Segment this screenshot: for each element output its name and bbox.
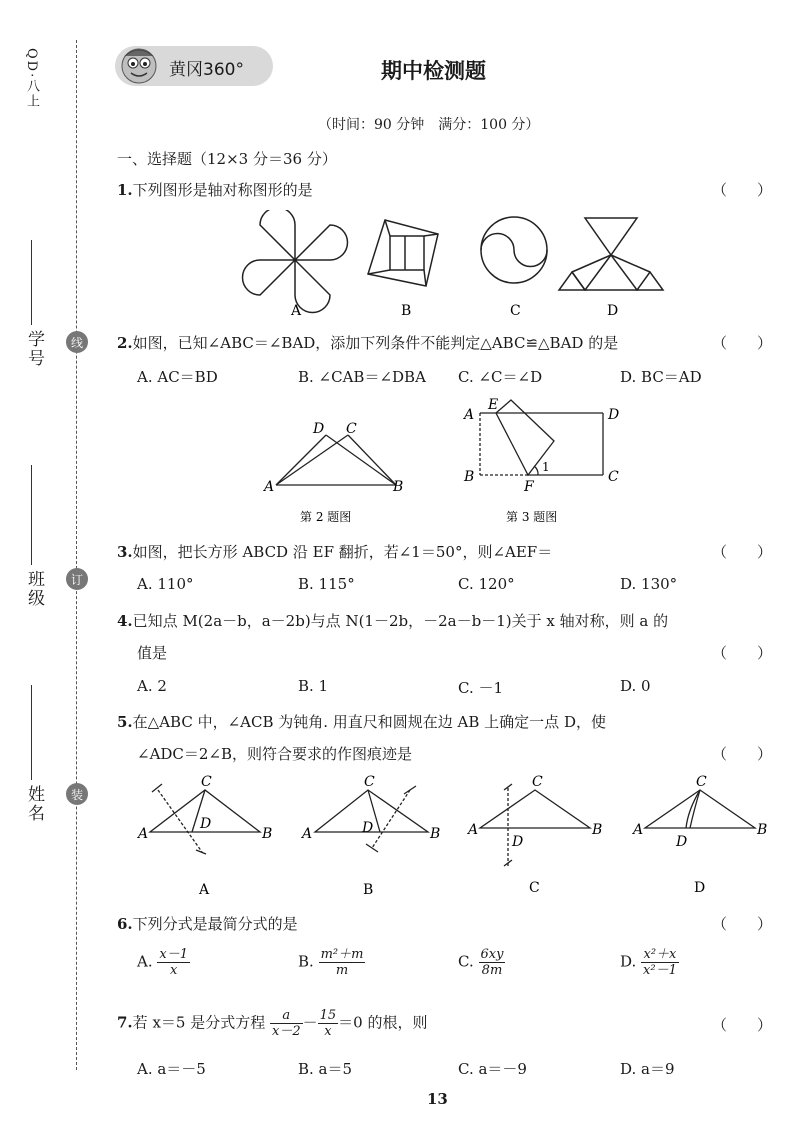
q5b-label-c: C (364, 774, 375, 790)
q5c-label-d: D (512, 834, 524, 850)
q2-label-b: B (393, 479, 404, 495)
fraction: $\frac{x-1}{x}$ (159, 947, 188, 978)
question-4 (117, 610, 668, 631)
q5a-label-a: A (138, 826, 149, 842)
q3-option-d[interactable]: D. 130° (620, 575, 678, 593)
q5c-label-b: B (592, 822, 603, 838)
question-7: 7.若 x＝5 是分式方程 $\frac{a}{x-2}$ － $\frac{15}{x}$ ＝0 的根，则 (117, 1008, 428, 1039)
q3-angle-label: 1 (542, 460, 550, 474)
fraction: $\frac{6xy}{8m}$ (480, 947, 504, 978)
q2-label-a: A (264, 479, 275, 495)
question-number: 2. (117, 334, 133, 352)
question-number: 5. (117, 713, 133, 731)
q5-option-label-c: C (529, 880, 540, 896)
q6-option-d[interactable]: D. $\frac{\text{x²＋x}}{\text{x²－1}}$ (620, 947, 677, 978)
brand-text: 黄冈360° (169, 60, 244, 80)
question-number: 7. (117, 1013, 133, 1032)
q3-option-c[interactable]: C. 120° (458, 575, 515, 593)
question-number: 6. (117, 915, 133, 933)
q4-option-d[interactable]: D. 0 (620, 677, 651, 695)
q3-label-a: A (464, 407, 475, 423)
q2-label-c: C (346, 421, 357, 437)
answer-blank-6[interactable]: （ ） (712, 915, 773, 933)
q3-label-c: C (608, 469, 619, 485)
q4-option-c[interactable]: C. －1 (458, 679, 504, 697)
name-line (31, 685, 32, 780)
question-4-line2: 值是 (137, 644, 168, 662)
q5-option-label-a: A (199, 882, 210, 898)
q6-option-b[interactable]: B. $\frac{\text{m²＋m}}{m}$ (298, 947, 364, 978)
section-title: 一、选择题（12×3 分＝36 分） (117, 150, 337, 168)
question-1 (117, 179, 313, 200)
page-number: 13 (427, 1090, 448, 1108)
q5d-label-d: D (676, 834, 688, 850)
exam-info: （时间：90 分钟 满分：100 分） (318, 117, 540, 133)
q2-option-d[interactable]: D. BC＝AD (620, 368, 702, 386)
question-5 (117, 711, 606, 732)
q5d-label-a: A (633, 822, 644, 838)
question-stem: 下列图形是轴对称图形的是 (132, 181, 313, 199)
question-2 (117, 332, 618, 353)
q2-caption: 第 2 题图 (300, 510, 352, 524)
q6-option-a[interactable]: A. $\frac{x-1}{x}$ (137, 947, 188, 978)
q5-option-label-b: B (363, 882, 374, 898)
question-stem: 下列分式是最简分式的是 (132, 915, 298, 933)
q1-figure-a (243, 210, 348, 313)
question-stem: 如图，已知∠ABC＝∠BAD，添加下列条件不能判定△ABC≌△BAD 的是 (132, 334, 619, 352)
answer-blank-7[interactable]: （ ） (712, 1016, 773, 1034)
fraction: $\frac{15}{x}$ (319, 1008, 337, 1039)
question-number: 4. (117, 612, 133, 630)
question-stem: 如图，把长方形 ABCD 沿 EF 翻折，若∠1＝50°，则∠AEF＝ (132, 543, 553, 561)
answer-blank-2[interactable]: （ ） (712, 334, 773, 352)
question-6 (117, 913, 298, 934)
q5b-label-d: D (362, 820, 374, 836)
student-id-line (31, 240, 32, 325)
q5b-label-a: A (302, 826, 313, 842)
q3-label-d: D (608, 407, 620, 423)
q4-option-b[interactable]: B. 1 (298, 677, 329, 695)
q1-figures (240, 210, 670, 320)
q1-figure-d (559, 218, 663, 290)
class-line (31, 465, 32, 565)
q5-figures (130, 770, 780, 900)
question-stem: 若 x＝5 是分式方程 (132, 1013, 266, 1032)
q1-figure-c (481, 217, 547, 283)
q2-figure (260, 415, 410, 525)
q3-label-f: F (524, 479, 534, 495)
q5b-label-b: B (430, 826, 441, 842)
name-label: 姓名 (24, 785, 44, 823)
q7-option-a[interactable]: A. a＝－5 (137, 1060, 206, 1078)
q3-option-a[interactable]: A. 110° (137, 575, 194, 593)
q7-option-c[interactable]: C. a＝－9 (458, 1060, 527, 1078)
question-stem: 在△ABC 中，∠ACB 为钝角. 用直尺和圆规在边 AB 上确定一点 D，使 (132, 713, 606, 731)
q7-option-b[interactable]: B. a＝5 (298, 1060, 353, 1078)
q3-option-b[interactable]: B. 115° (298, 575, 355, 593)
brand-badge (115, 46, 273, 86)
question-number: 1. (117, 181, 133, 199)
q7-option-d[interactable]: D. a＝9 (620, 1060, 675, 1078)
seal-line: 线 (66, 331, 88, 353)
q1-label-a: A (291, 303, 302, 319)
sidebar-code: QD·八上 (24, 48, 39, 110)
fraction: $\frac{a}{x-2}$ (272, 1008, 301, 1039)
question-number: 3. (117, 543, 133, 561)
binding-sidebar (0, 0, 100, 1124)
answer-blank-3[interactable]: （ ） (712, 543, 773, 561)
question-3 (117, 541, 552, 562)
q2-option-a[interactable]: A. AC＝BD (137, 368, 218, 386)
q5c-label-a: A (468, 822, 479, 838)
student-id-label: 学号 (24, 330, 44, 368)
answer-blank-4[interactable]: （ ） (712, 644, 773, 662)
seal-install: 装 (66, 783, 88, 805)
question-5-line2: ∠ADC＝2∠B，则符合要求的作图痕迹是 (137, 745, 413, 763)
q3-label-e: E (488, 397, 499, 413)
q5-option-label-d: D (694, 880, 706, 896)
q1-label-d: D (607, 303, 619, 319)
q6-option-c[interactable]: C. $\frac{6xy}{8m}$ (458, 947, 504, 978)
q5a-label-b: B (262, 826, 273, 842)
q1-label-c: C (510, 303, 521, 319)
q4-option-a[interactable]: A. 2 (137, 677, 167, 695)
q5d-label-c: C (696, 774, 707, 790)
fraction: $\frac{\text{x²＋x}}{\text{x²－1}}$ (643, 947, 677, 978)
q5a-label-d: D (200, 816, 212, 832)
class-label: 班级 (24, 570, 44, 608)
q3-figure (458, 395, 633, 525)
fraction: $\frac{\text{m²＋m}}{m}$ (320, 947, 364, 978)
answer-blank-1[interactable]: （ ） (712, 181, 773, 199)
dashed-binding-line (76, 40, 77, 1070)
mascot-icon (117, 46, 161, 86)
q1-label-b: B (401, 303, 412, 319)
q3-caption: 第 3 题图 (506, 510, 558, 524)
answer-blank-5[interactable]: （ ） (712, 745, 773, 763)
seal-bind: 订 (66, 568, 88, 590)
question-stem: 已知点 M(2a－b，a－2b)与点 N(1－2b，－2a－b－1)关于 x 轴对称，则 a 的 (132, 612, 669, 630)
q5d-label-b: B (757, 822, 768, 838)
q5a-label-c: C (201, 774, 212, 790)
q2-option-c[interactable]: C. ∠C＝∠D (458, 368, 543, 386)
q3-label-b: B (464, 469, 475, 485)
q1-figure-b (368, 220, 438, 286)
q2-option-b[interactable]: B. ∠CAB＝∠DBA (298, 368, 426, 386)
q5c-label-c: C (532, 774, 543, 790)
page-title: 期中检测题 (381, 58, 486, 83)
q2-label-d: D (313, 421, 325, 437)
